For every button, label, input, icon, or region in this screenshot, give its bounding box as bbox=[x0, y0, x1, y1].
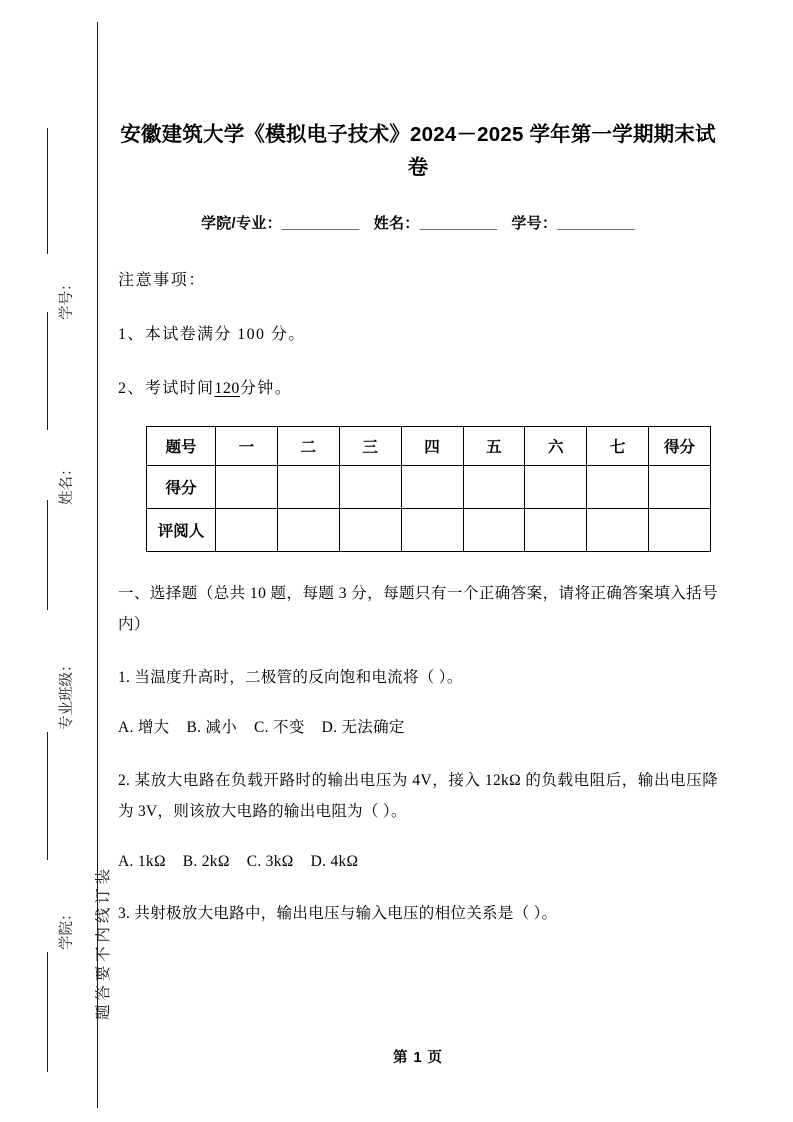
score-cell[interactable] bbox=[525, 466, 587, 509]
score-table-header-cell: 七 bbox=[587, 427, 649, 466]
score-cell[interactable] bbox=[339, 509, 401, 552]
seal-band-inner-text: 题 答 要 不 内 线 订 装 bbox=[95, 868, 112, 1020]
score-table-header-cell: 得分 bbox=[649, 427, 711, 466]
exam-duration-value: 120 bbox=[214, 380, 240, 398]
notice-heading: 注意事项： bbox=[118, 272, 207, 290]
score-table bbox=[146, 426, 711, 552]
notice-item-2 bbox=[118, 375, 718, 398]
seal-band-label-student-id: 学号： bbox=[59, 276, 75, 320]
score-table-header-cell: 一 bbox=[216, 427, 278, 466]
notice-item-2-prefix: 2、考试时间 bbox=[118, 380, 215, 398]
name-label: 姓名： bbox=[373, 215, 420, 233]
score-row-label: 得分 bbox=[147, 466, 216, 509]
table-row bbox=[147, 509, 711, 552]
seal-line-segment bbox=[47, 952, 48, 1072]
seal-band-label-name: 姓名： bbox=[59, 461, 75, 505]
option[interactable]: C. 不变 bbox=[254, 719, 305, 737]
question-2: 2. 某放大电路在负载开路时的输出电压为 4V，接入 12kΩ 的负载电阻后，输出电压降为 3V，则该放大电路的输出电阻为（ ）。 bbox=[118, 771, 718, 820]
name-blank[interactable]: _________ bbox=[419, 215, 498, 233]
score-cell[interactable] bbox=[649, 509, 711, 552]
seal-line-segment bbox=[47, 500, 48, 610]
score-cell[interactable] bbox=[401, 466, 463, 509]
college-major-blank[interactable]: _________ bbox=[281, 215, 360, 233]
option[interactable]: A. 增大 bbox=[118, 719, 170, 737]
score-cell[interactable] bbox=[216, 466, 278, 509]
table-row bbox=[147, 427, 711, 466]
score-table-header-cell: 题号 bbox=[147, 427, 216, 466]
option[interactable]: D. 无法确定 bbox=[321, 719, 405, 737]
seal-line-segment bbox=[47, 312, 48, 430]
student-id-blank[interactable]: _________ bbox=[557, 215, 636, 233]
seal-band-label-class: 专业班级： bbox=[59, 657, 75, 730]
score-table-header-cell: 五 bbox=[463, 427, 525, 466]
score-cell[interactable] bbox=[525, 509, 587, 552]
seal-line-segment bbox=[47, 128, 48, 254]
score-cell[interactable] bbox=[277, 466, 339, 509]
section-heading-1: 一、选择题（总共 10 题，每题 3 分，每题只有一个正确答案，请将正确答案填入括号内） bbox=[118, 585, 718, 634]
college-major-label: 学院/专业： bbox=[200, 215, 282, 233]
question-1: 1. 当温度升高时，二极管的反向饱和电流将（ ）。 bbox=[118, 669, 463, 687]
score-table-header-cell: 三 bbox=[339, 427, 401, 466]
header-fields-row bbox=[118, 212, 718, 233]
option[interactable]: A. 1kΩ bbox=[118, 852, 166, 870]
score-table-header-cell: 四 bbox=[401, 427, 463, 466]
score-table-header-cell: 六 bbox=[525, 427, 587, 466]
score-cell[interactable] bbox=[401, 509, 463, 552]
score-cell[interactable] bbox=[649, 466, 711, 509]
seal-band-label-college: 学院： bbox=[59, 906, 75, 950]
question-3: 3. 共射极放大电路中，输出电压与输入电压的相位关系是（ ）。 bbox=[118, 905, 558, 923]
score-cell[interactable] bbox=[463, 509, 525, 552]
score-cell[interactable] bbox=[277, 509, 339, 552]
option[interactable]: B. 减小 bbox=[186, 719, 238, 737]
seal-line-segment bbox=[47, 732, 48, 860]
notice-item-1: 1、本试卷满分 100 分。 bbox=[118, 326, 306, 344]
option[interactable]: D. 4kΩ bbox=[310, 852, 359, 870]
question-1-options bbox=[118, 713, 718, 742]
score-cell[interactable] bbox=[216, 509, 278, 552]
score-cell[interactable] bbox=[587, 466, 649, 509]
page-title: 安徽建筑大学《模拟电子技术》2024－2025 学年第一学期期末试卷 bbox=[120, 123, 716, 180]
score-cell[interactable] bbox=[587, 509, 649, 552]
page-footer: 第 1 页 bbox=[392, 1050, 444, 1066]
score-table-wrap bbox=[146, 426, 718, 552]
option[interactable]: C. 3kΩ bbox=[246, 852, 294, 870]
option[interactable]: B. 2kΩ bbox=[182, 852, 230, 870]
notice-item-2-suffix: 分钟。 bbox=[239, 380, 293, 398]
seal-band bbox=[0, 0, 110, 1122]
score-cell[interactable] bbox=[463, 466, 525, 509]
score-row-label: 评阅人 bbox=[147, 509, 216, 552]
table-row bbox=[147, 466, 711, 509]
student-id-label: 学号： bbox=[511, 215, 558, 233]
question-2-options bbox=[118, 847, 718, 876]
score-table-header-cell: 二 bbox=[277, 427, 339, 466]
paper-content bbox=[118, 0, 718, 1122]
score-cell[interactable] bbox=[339, 466, 401, 509]
